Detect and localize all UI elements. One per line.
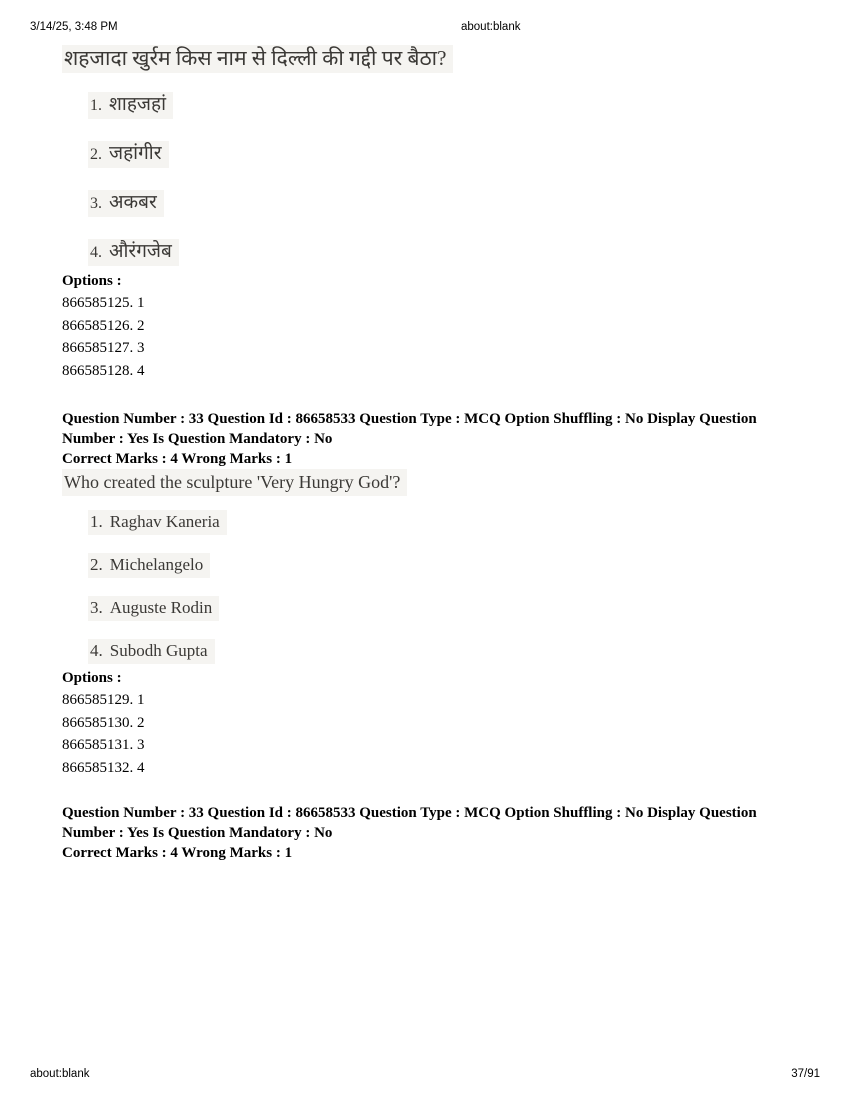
question-1-option-id-3: 866585127. 3 xyxy=(62,340,145,356)
question-2-option-id-4: 866585132. 4 xyxy=(62,759,145,776)
question-2-option-id-3: 866585131. 3 xyxy=(62,737,145,753)
question-2-choice-4 xyxy=(88,639,215,664)
question-2-option-id-1: 866585129. 1 xyxy=(62,692,145,708)
question-1-choice-4 xyxy=(88,239,179,266)
question-1-option-id-2: 866585126. 2 xyxy=(62,317,145,334)
choice-text: अकबर xyxy=(109,192,157,213)
question-metadata-marks: Correct Marks : 4 Wrong Marks : 1 xyxy=(62,845,293,861)
choice-number: 4. xyxy=(90,244,102,261)
choice-number: 3. xyxy=(90,195,102,212)
choice-number: 2. xyxy=(90,555,103,574)
choice-text: जहांगीर xyxy=(109,143,162,164)
question-metadata-1 xyxy=(62,409,802,469)
choice-number: 1. xyxy=(90,97,102,114)
question-2-choice-2 xyxy=(88,553,210,578)
question-1-option-id-1: 866585125. 1 xyxy=(62,295,145,311)
question-2-image xyxy=(62,469,407,496)
question-1-choice-3 xyxy=(88,190,164,217)
print-header-datetime: 3/14/25, 3:48 PM xyxy=(30,21,118,33)
question-metadata-details: Question Number : 33 Question Id : 86658533 Question Type : MCQ Option Shuffling : No Display Question Number : Yes Is Question Mandatory : No xyxy=(62,805,757,841)
question-1-image xyxy=(62,45,453,73)
question-2-text: Who created the sculpture 'Very Hungry God'? xyxy=(64,472,401,492)
question-metadata-marks: Correct Marks : 4 Wrong Marks : 1 xyxy=(62,451,293,467)
choice-number: 4. xyxy=(90,641,103,660)
question-2-option-id-2: 866585130. 2 xyxy=(62,714,145,731)
question-2-options-label: Options : xyxy=(62,670,122,686)
question-1-option-id-4: 866585128. 4 xyxy=(62,362,145,379)
question-1-text: शहजादा खुर्रम किस नाम से दिल्ली की गद्दी पर बैठा? xyxy=(64,46,447,70)
print-footer-source: about:blank xyxy=(30,1068,90,1080)
question-metadata-2 xyxy=(62,803,802,863)
question-block-1 xyxy=(62,45,802,382)
question-block-2 xyxy=(62,469,802,779)
choice-text: Michelangelo xyxy=(109,555,204,574)
choice-text: औरंगजेब xyxy=(109,241,172,262)
question-2-choice-1 xyxy=(88,510,227,535)
question-2-choice-3 xyxy=(88,596,219,621)
print-header-title: about:blank xyxy=(461,21,521,33)
choice-number: 2. xyxy=(90,146,102,163)
question-1-choice-2 xyxy=(88,141,169,168)
question-1-choice-1 xyxy=(88,92,173,119)
choice-text: शाहजहां xyxy=(109,94,167,115)
question-metadata-details: Question Number : 33 Question Id : 86658533 Question Type : MCQ Option Shuffling : No Display Question Number : Yes Is Question Mandatory : No xyxy=(62,411,757,447)
question-1-options-label: Options : xyxy=(62,273,122,289)
print-footer-page-indicator: 37/91 xyxy=(791,1068,820,1080)
choice-number: 3. xyxy=(90,598,103,617)
choice-text: Auguste Rodin xyxy=(109,598,213,617)
choice-text: Raghav Kaneria xyxy=(109,512,220,531)
choice-number: 1. xyxy=(90,512,103,531)
document-content xyxy=(62,45,802,863)
choice-text: Subodh Gupta xyxy=(109,641,208,660)
